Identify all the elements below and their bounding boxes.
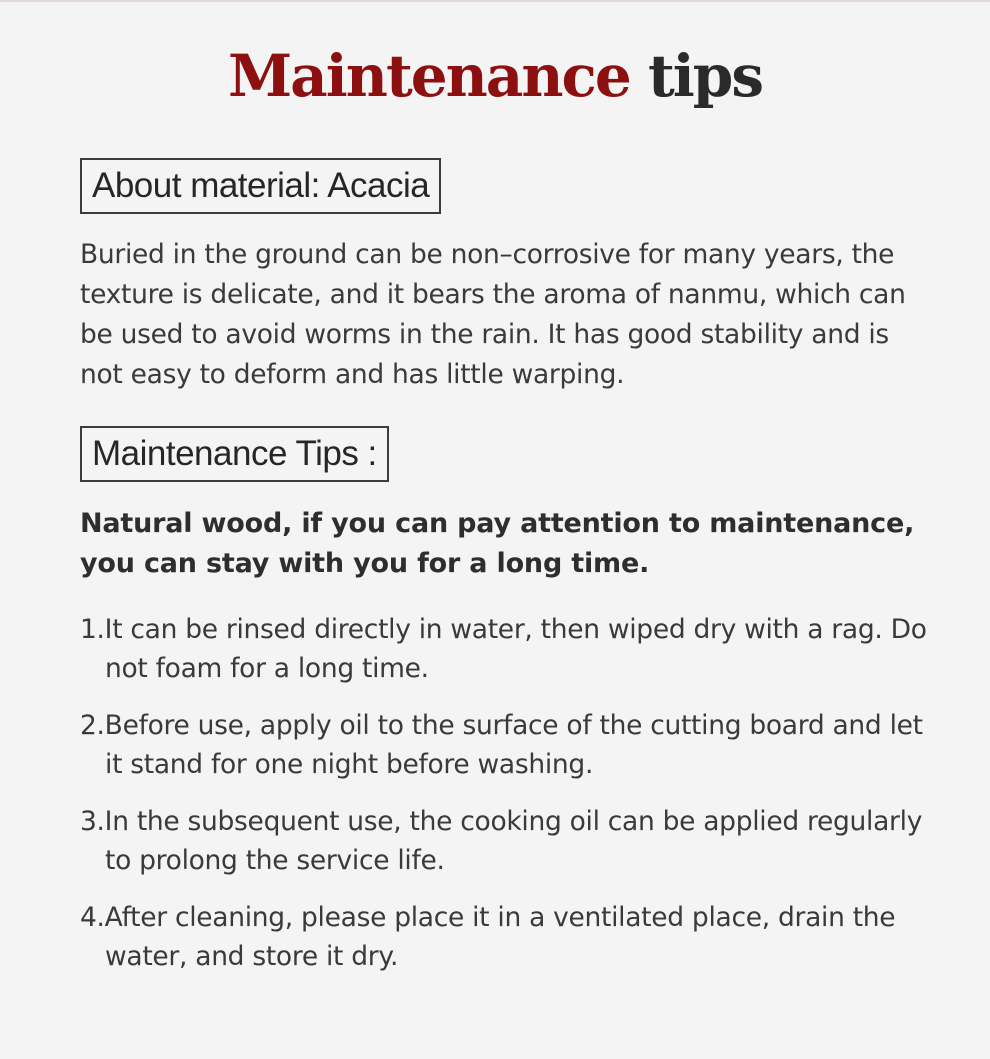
tips-list: [80, 610, 940, 994]
title-part-2: tips: [647, 42, 763, 110]
maintenance-lead: Natural wood, if you can pay attention to maintenance, you can stay with you for a long time.: [80, 508, 915, 579]
title-part-1: Maintenance: [227, 42, 630, 110]
material-description: Buried in the ground can be non–corrosive for many years, the texture is delicate, and it bears the aroma of nanmu, which can be used to avoid worms in the rain. It has good stability and is not easy to deform and has little warping.: [80, 239, 906, 390]
tip-item: 4.After cleaning, please place it in a ventilated place, drain the water, and store it dry.: [80, 902, 896, 972]
material-label: About material: Acacia: [80, 158, 441, 214]
tip-item: 2.Before use, apply oil to the surface of the cutting board and let it stand for one night before washing.: [80, 710, 923, 780]
tip-item: 1.It can be rinsed directly in water, then wiped dry with a rag. Do not foam for a long time.: [80, 614, 927, 684]
maintenance-tips-label: Maintenance Tips :: [80, 426, 389, 482]
page-title: [0, 38, 990, 114]
tip-item: 3.In the subsequent use, the cooking oil can be applied regularly to prolong the service life.: [80, 806, 923, 876]
top-divider: [0, 0, 990, 2]
